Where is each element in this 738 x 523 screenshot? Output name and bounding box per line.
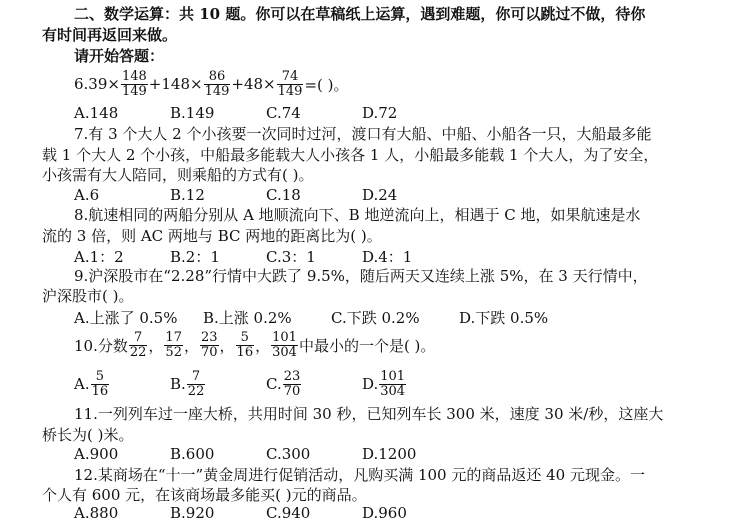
q10-option-d-numerator: 101 <box>380 368 406 384</box>
q10-f5-numerator: 101 <box>272 329 297 345</box>
q12-option-a[interactable]: A.880 <box>74 504 119 522</box>
q7-option-c[interactable]: C.18 <box>266 186 301 204</box>
q10-option-d-label: D. <box>362 375 379 393</box>
q10-f5-denominator: 304 <box>272 344 297 360</box>
q10-f2-numerator: 17 <box>165 329 182 345</box>
q10-question <box>74 327 435 363</box>
q10-f1-denominator: 22 <box>129 344 147 360</box>
q10-option-b-denominator: 22 <box>187 383 205 399</box>
q11-line-1: 11.一列列车过一座大桥，共用时间 30 秒，已知列车长 300 米，速度 30 米/秒，这座大 <box>74 405 664 423</box>
q10-sep-4: ， <box>255 336 271 355</box>
q10-fraction-1 <box>129 331 148 360</box>
q10-option-a-denominator: 16 <box>91 383 109 399</box>
q9-line-2: 沪深股市( )。 <box>42 287 134 305</box>
q7-line-2: 载 1 个大人 2 个小孩，中船最多能载大人小孩各 1 人，小船最多能载 1 个大人，为了安全， <box>42 146 659 164</box>
q9-option-d[interactable]: D.下跌 0.5% <box>459 309 549 327</box>
q10-option-a-label: A. <box>74 375 90 393</box>
q8-option-b[interactable]: B.2：1 <box>170 248 220 266</box>
q10-f1-numerator: 7 <box>129 331 148 346</box>
q9-option-a[interactable]: A.上涨了 0.5% <box>74 309 178 327</box>
q7-line-1: 7.有 3 个大人 2 个小孩要一次同时过河，渡口有大船、中船、小船各一只，大船最多能 <box>74 125 652 143</box>
section-heading: 二、数学运算：共 10 题。你可以在草稿纸上运算，遇到难题，你可以跳过不做，待你 <box>74 5 646 23</box>
q10-option-b-fraction <box>187 370 206 399</box>
q8-option-a[interactable]: A.1：2 <box>74 248 124 266</box>
q12-line-1: 12.某商场在“十一”黄金周进行促销活动，凡购买满 100 元的商品返还 40 元现金。一 <box>74 466 645 484</box>
q10-option-a[interactable] <box>74 366 110 402</box>
q10-option-b-numerator: 7 <box>187 370 206 385</box>
q10-option-d-fraction <box>379 370 406 399</box>
q11-option-c[interactable]: C.300 <box>266 445 311 463</box>
q7-option-a[interactable]: A.6 <box>74 186 100 204</box>
q8-option-c[interactable]: C.3：1 <box>266 248 316 266</box>
q10-f3-denominator: 70 <box>200 344 218 360</box>
q10-option-d-denominator: 304 <box>380 383 406 399</box>
q10-option-b-label: B. <box>170 375 186 393</box>
q10-option-a-fraction <box>91 370 110 399</box>
q11-line-2: 桥长为( )米。 <box>42 426 134 444</box>
q10-option-c-numerator: 23 <box>283 368 301 384</box>
q10-option-a-numerator: 5 <box>91 370 110 385</box>
q7-line-3: 小孩需有大人陪同，则乘船的方式有( )。 <box>42 166 314 184</box>
q12-line-2: 个人有 600 元，在该商场最多能买( )元的商品。 <box>42 486 367 504</box>
q10-suffix: 中最小的一个是( )。 <box>298 336 436 355</box>
q11-option-a[interactable]: A.900 <box>74 445 119 463</box>
q7-option-d[interactable]: D.24 <box>362 186 398 204</box>
q10-option-c-label: C. <box>266 375 282 393</box>
q10-f4-denominator: 16 <box>236 344 254 360</box>
q7-option-b[interactable]: B.12 <box>170 186 205 204</box>
q8-line-2: 流的 3 倍，则 AC 两地与 BC 两地的距离比为( )。 <box>42 227 382 245</box>
q6-mid1: +148× <box>148 75 203 93</box>
q9-option-b[interactable]: B.上涨 0.2% <box>203 309 292 327</box>
q10-option-d[interactable] <box>362 366 407 402</box>
q10-fraction-2 <box>164 331 183 360</box>
q6-option-a[interactable]: A.148 <box>74 104 119 122</box>
q6-mid2: +48× <box>231 75 276 93</box>
start-label: 请开始答题： <box>74 47 165 65</box>
q10-option-c-fraction <box>283 370 302 399</box>
q10-f3-numerator: 23 <box>200 329 218 345</box>
q10-prefix: 10.分数 <box>74 336 128 355</box>
q6-fraction-2 <box>204 70 231 99</box>
q10-fraction-5 <box>271 331 298 360</box>
q12-option-d[interactable]: D.960 <box>362 504 407 522</box>
q6-option-b[interactable]: B.149 <box>170 104 215 122</box>
q10-fraction-3 <box>200 331 219 360</box>
q10-sep-3: ， <box>219 336 235 355</box>
q9-option-c[interactable]: C.下跌 0.2% <box>331 309 420 327</box>
q6-option-d[interactable]: D.72 <box>362 104 398 122</box>
q6-prefix: 6.39× <box>74 75 120 93</box>
q6-f1-numerator: 148 <box>121 68 147 84</box>
q10-f2-denominator: 52 <box>165 344 182 360</box>
q10-sep-1: ， <box>148 336 164 355</box>
q6-f1-denominator: 149 <box>121 83 147 99</box>
q6-f3-denominator: 149 <box>277 83 303 99</box>
q8-line-1: 8.航速相同的两船分别从 A 地顺流向下、B 地逆流向上，相遇于 C 地，如果航速是水 <box>74 206 641 224</box>
q9-line-1: 9.沪深股市在“2.28”行情中大跌了 9.5%，随后两天又连续上涨 5%，在 3 天行情中， <box>74 267 648 285</box>
q10-option-c[interactable] <box>266 366 302 402</box>
q11-option-b[interactable]: B.600 <box>170 445 215 463</box>
q6-suffix: =( )。 <box>304 75 349 94</box>
q6-f3-numerator: 74 <box>277 70 304 85</box>
q10-sep-2: ， <box>183 336 199 355</box>
q6-f2-denominator: 149 <box>204 83 230 99</box>
q6-fraction-3 <box>277 70 304 99</box>
q10-fraction-4 <box>236 331 255 360</box>
q6-fraction-1 <box>121 70 148 99</box>
section-heading-cont: 有时间再返回来做。 <box>42 26 178 44</box>
q11-option-d[interactable]: D.1200 <box>362 445 417 463</box>
q8-option-d[interactable]: D.4：1 <box>362 248 413 266</box>
q6-option-c[interactable]: C.74 <box>266 104 301 122</box>
q6-question <box>74 66 349 102</box>
q10-option-c-denominator: 70 <box>283 383 301 399</box>
q10-option-b[interactable] <box>170 366 206 402</box>
q6-f2-numerator: 86 <box>204 70 231 85</box>
q12-option-c[interactable]: C.940 <box>266 504 311 522</box>
q10-f4-numerator: 5 <box>236 331 255 346</box>
q12-option-b[interactable]: B.920 <box>170 504 215 522</box>
